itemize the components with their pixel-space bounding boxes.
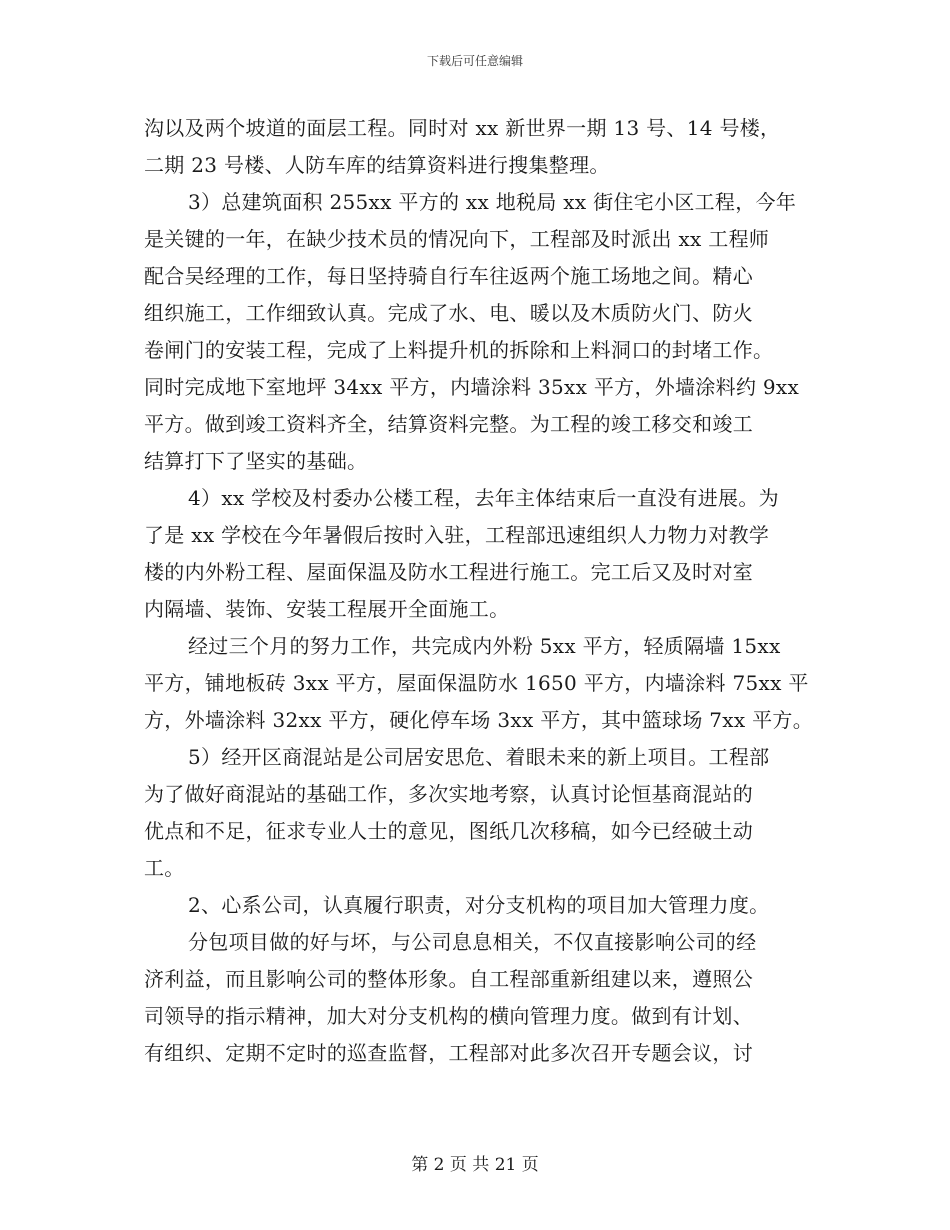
text-line: 为了做好商混站的基础工作，多次实地考察，认真讨论恒基商混站的 [144, 782, 753, 806]
text-line: 结算打下了坚实的基础。 [144, 449, 368, 473]
text-line: 卷闸门的安装工程，完成了上料提升机的拆除和上料洞口的封堵工作。 [144, 338, 774, 362]
text-line: 配合吴经理的工作，每日坚持骑自行车往返两个施工场地之间。精心 [144, 264, 753, 288]
text-line: 平方，铺地板砖 3xx 平方，屋面保温防水 1650 平方，内墙涂料 75xx 平 [144, 671, 809, 695]
text-line: 司领导的指示精神，加大对分支机构的横向管理力度。做到有计划、 [144, 1004, 753, 1028]
paragraph-start-line: 分包项目做的好与坏，与公司息息相关，不仅直接影响公司的经 [188, 930, 757, 954]
paragraph-start-line: 4）xx 学校及村委办公楼工程，去年主体结束后一直没有进展。为 [188, 486, 779, 510]
text-line: 方，外墙涂料 32xx 平方，硬化停车场 3xx 平方，其中篮球场 7xx 平方。 [144, 708, 814, 732]
text-line: 平方。做到竣工资料齐全，结算资料完整。为工程的竣工移交和竣工 [144, 412, 753, 436]
section-heading-line: 2、心系公司，认真履行职责，对分支机构的项目加大管理力度。 [188, 893, 770, 917]
page-footer: 第 2 页 共 21 页 [411, 1155, 539, 1175]
text-line: 优点和不足，征求专业人士的意见，图纸几次移稿，如今已经破土动 [144, 819, 753, 843]
paragraph-start-line: 经过三个月的努力工作，共完成内外粉 5xx 平方，轻质隔墙 15xx [188, 634, 781, 658]
text-line: 济利益，而且影响公司的整体形象。自工程部重新组建以来，遵照公 [144, 967, 753, 991]
text-line: 有组织、定期不定时的巡查监督，工程部对此多次召开专题会议，讨 [144, 1041, 753, 1065]
text-line: 同时完成地下室地坪 34xx 平方，内墙涂料 35xx 平方，外墙涂料约 9xx [144, 375, 800, 399]
text-line: 楼的内外粉工程、屋面保温及防水工程进行施工。完工后又及时对室 [144, 560, 753, 584]
text-line: 内隔墙、装饰、安装工程展开全面施工。 [144, 597, 510, 621]
text-line: 二期 23 号楼、人防车库的结算资料进行搜集整理。 [144, 153, 610, 177]
text-line: 了是 xx 学校在今年暑假后按时入驻，工程部迅速组织人力物力对教学 [144, 523, 770, 547]
paragraph-start-line: 3）总建筑面积 255xx 平方的 xx 地税局 xx 街住宅小区工程，今年 [188, 190, 797, 214]
text-line: 是关键的一年，在缺少技术员的情况向下，工程部及时派出 xx 工程师 [144, 227, 770, 251]
text-line: 工。 [144, 856, 185, 880]
document-body [144, 110, 814, 1072]
paragraph-start-line: 5）经开区商混站是公司居安思危、着眼未来的新上项目。工程部 [188, 745, 770, 769]
page-header: 下载后可任意编辑 [426, 54, 523, 68]
text-line: 沟以及两个坡道的面层工程。同时对 xx 新世界一期 13 号、14 号楼， [144, 116, 781, 140]
text-line: 组织施工，工作细致认真。完成了水、电、暖以及木质防火门、防火 [144, 301, 753, 325]
